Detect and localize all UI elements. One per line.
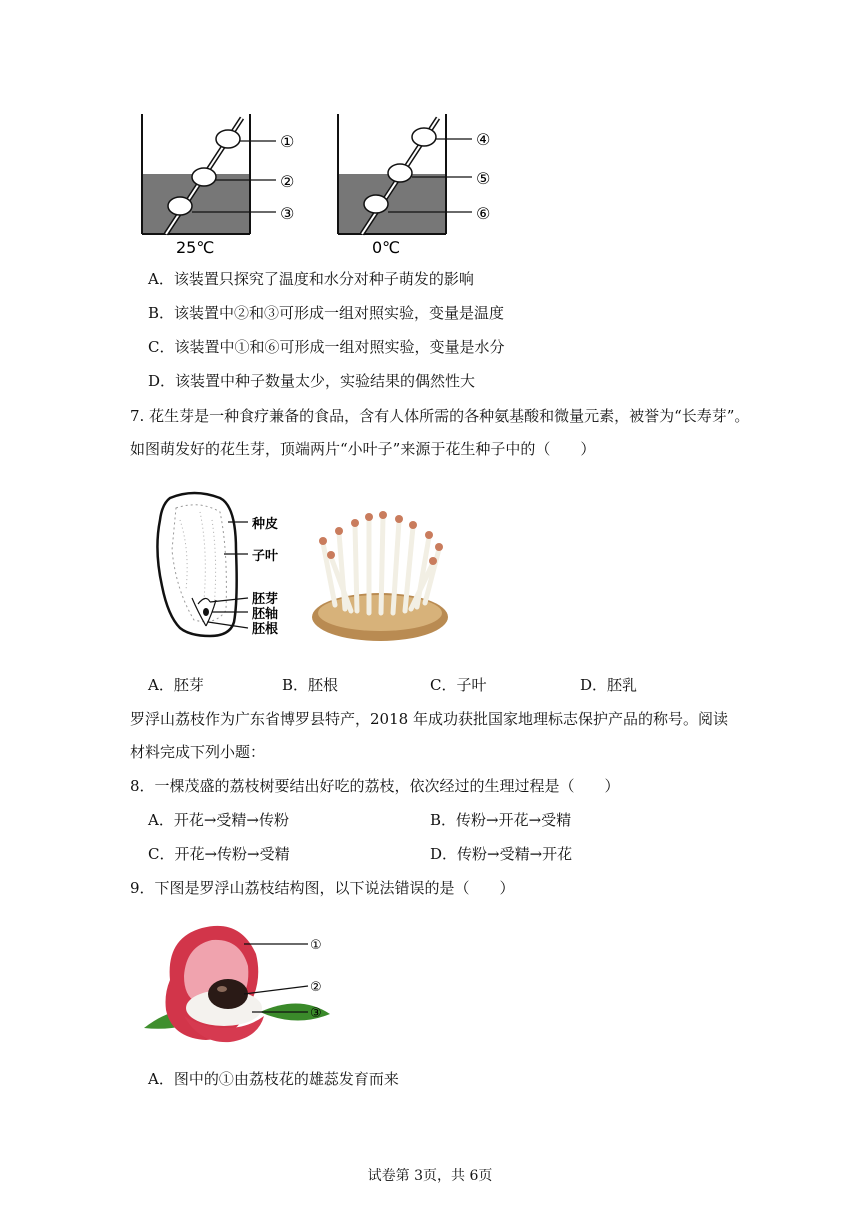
material-line2: 材料完成下列小题： xyxy=(130,743,266,761)
q8-stem: 8．一棵茂盛的荔枝树要结出好吃的荔枝，依次经过的生理过程是（ ） xyxy=(130,777,620,795)
q8-option-d: D．传粉→受精→开花 xyxy=(430,845,573,863)
q9-option-a: A．图中的①由荔枝花的雄蕊发育而来 xyxy=(148,1070,399,1088)
q7-stem-line1: 7. 花生芽是一种食疗兼备的食品，含有人体所需的各种氨基酸和微量元素，被誉为“长寿芽”。 xyxy=(130,407,750,425)
q7-option-d: D．胚乳 xyxy=(580,676,638,694)
label-3: ③ xyxy=(280,204,295,223)
lychee-label-3: ③ xyxy=(310,1006,322,1021)
lychee-structure-figure xyxy=(140,920,340,1050)
q7-option-a: A．胚芽 xyxy=(148,676,204,694)
q8-option-b: B．传粉→开花→受精 xyxy=(430,811,572,829)
seed-label-hypocotyl: 胚轴 xyxy=(252,607,279,622)
beaker-right xyxy=(338,114,490,257)
q8-option-c: C．开花→传粉→受精 xyxy=(148,845,290,863)
seed-label-plumule: 胚芽 xyxy=(252,592,279,607)
q6-option-a: A．该装置只探究了温度和水分对种子萌发的影响 xyxy=(148,270,474,288)
lychee-label-2: ② xyxy=(310,980,322,995)
peanut-sprouts-photo xyxy=(305,505,455,645)
material-line1: 罗浮山荔枝作为广东省博罗县特产，2018 年成功获批国家地理标志保护产品的称号。阅读 xyxy=(130,710,728,728)
q7-option-c: C．子叶 xyxy=(430,676,487,694)
label-4: ④ xyxy=(476,130,491,149)
lychee-label-1: ① xyxy=(310,938,322,953)
q7-option-b: B．胚根 xyxy=(282,676,339,694)
q9-stem: 9．下图是罗浮山荔枝结构图，以下说法错误的是（ ） xyxy=(130,879,515,897)
peanut-seed-diagram xyxy=(150,490,290,640)
label-2: ② xyxy=(280,172,295,191)
q6-option-b: B．该装置中②和③可形成一组对照实验，变量是温度 xyxy=(148,304,505,322)
beaker-left xyxy=(142,114,294,257)
q6-option-c: C．该装置中①和⑥可形成一组对照实验，变量是水分 xyxy=(148,338,505,356)
label-5: ⑤ xyxy=(476,169,491,188)
label-6: ⑥ xyxy=(476,204,491,223)
germination-experiment-figure xyxy=(130,108,510,258)
seed-label-radicle: 胚根 xyxy=(252,622,279,637)
label-1: ① xyxy=(280,132,295,151)
q7-stem-line2: 如图萌发好的花生芽，顶端两片“小叶子”来源于花生种子中的（ ） xyxy=(130,440,596,458)
q6-option-d: D．该装置中种子数量太少，实验结果的偶然性大 xyxy=(148,372,476,390)
seed-label-cotyledon: 子叶 xyxy=(252,549,279,564)
q8-option-a: A．开花→受精→传粉 xyxy=(148,811,289,829)
temp-right: 0℃ xyxy=(372,238,401,257)
seed-label-seedcoat: 种皮 xyxy=(252,517,279,532)
temp-left: 25℃ xyxy=(176,238,215,257)
page-footer: 试卷第 3页，共 6页 xyxy=(367,1168,493,1184)
